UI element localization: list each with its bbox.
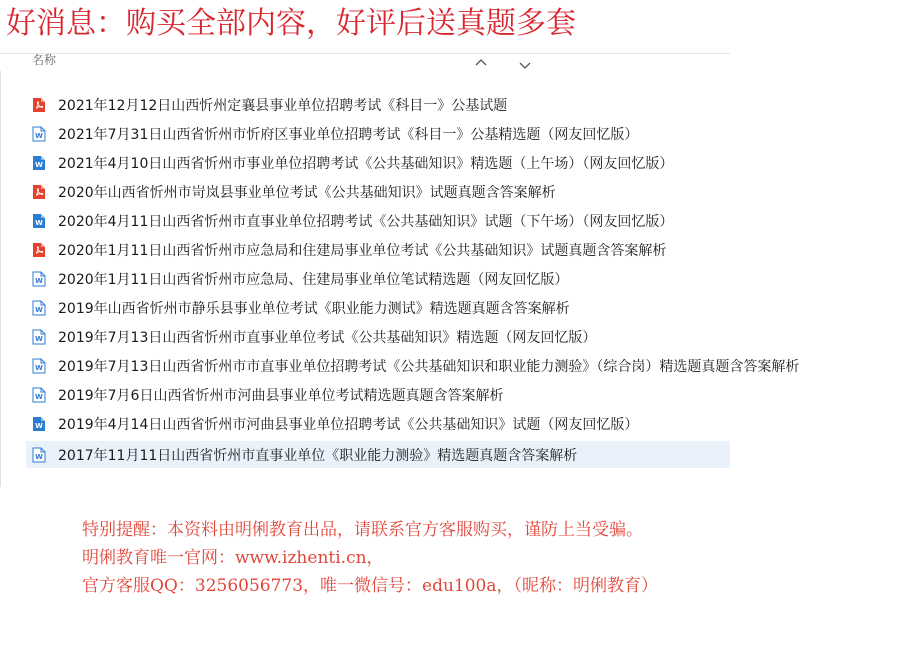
file-name: 2019年7月6日山西省忻州市河曲县事业单位考试精选题真题含答案解析 (58, 387, 504, 404)
notice-website: 明俐教育唯一官网：www.izhenti.cn， (82, 548, 384, 568)
file-row[interactable] (26, 91, 906, 118)
notice-block (82, 516, 912, 600)
file-name: 2020年1月11日山西省忻州市应急局、住建局事业单位笔试精选题（网友回忆版） (58, 271, 569, 288)
word-doc-icon (32, 300, 46, 316)
notice-warning: 特别提醒：本资料由明俐教育出品，请联系官方客服购买，谨防上当受骗。 (82, 520, 643, 540)
header-divider (0, 53, 730, 54)
file-explorer (0, 47, 800, 487)
svg-text:W: W (35, 334, 43, 343)
word-doc-icon (32, 358, 46, 374)
pdf-file-icon (32, 242, 46, 258)
pdf-file-icon (32, 184, 46, 200)
word-doc-icon (32, 329, 46, 345)
file-row[interactable] (26, 441, 730, 468)
file-name: 2019年4月14日山西省忻州市河曲县事业单位招聘考试《公共基础知识》试题（网友回忆版） (58, 416, 639, 433)
sort-descending-icon[interactable] (518, 61, 532, 71)
file-row[interactable] (26, 294, 906, 321)
file-name: 2019年山西省忻州市静乐县事业单位考试《职业能力测试》精选题真题含答案解析 (58, 300, 570, 317)
promo-banner: 好消息：购买全部内容，好评后送真题多套 (6, 6, 576, 41)
file-name: 2017年11月11日山西省忻州市直事业单位《职业能力测验》精选题真题含答案解析 (58, 447, 578, 464)
svg-text:W: W (35, 305, 43, 314)
file-row[interactable] (26, 236, 906, 263)
file-name: 2021年4月10日山西省忻州市事业单位招聘考试《公共基础知识》精选题（上午场）（网友回忆版） (58, 155, 674, 172)
file-row[interactable] (26, 352, 906, 379)
file-name: 2021年7月31日山西省忻州市忻府区事业单位招聘考试《科目一》公基精选题（网友回忆版） (58, 126, 639, 143)
file-name: 2019年7月13日山西省忻州市直事业单位考试《公共基础知识》精选题（网友回忆版） (58, 329, 597, 346)
svg-text:W: W (35, 160, 43, 169)
word-docx-icon (32, 416, 46, 432)
word-docx-icon (32, 155, 46, 171)
file-row[interactable] (26, 149, 906, 176)
svg-text:W: W (35, 421, 43, 430)
sort-ascending-icon[interactable] (474, 57, 488, 67)
file-name: 2019年7月13日山西省忻州市市直事业单位招聘考试《公共基础知识和职业能力测验》（综合岗）精选题真题含答案解析 (58, 358, 800, 375)
file-row[interactable] (26, 120, 906, 147)
word-doc-icon (32, 271, 46, 287)
file-name: 2021年12月12日山西忻州定襄县事业单位招聘考试《科目一》公基试题 (58, 97, 508, 114)
svg-text:W: W (35, 131, 43, 140)
file-row[interactable] (26, 381, 906, 408)
pdf-file-icon (32, 97, 46, 113)
file-row[interactable] (26, 178, 906, 205)
svg-text:W: W (35, 218, 43, 227)
word-doc-icon (32, 387, 46, 403)
file-row[interactable] (26, 323, 906, 350)
file-row[interactable] (26, 207, 906, 234)
notice-contact: 官方客服QQ：3256056773，唯一微信号：edu100a，（昵称：明俐教育） (82, 576, 659, 596)
file-name: 2020年山西省忻州市岢岚县事业单位考试《公共基础知识》试题真题含答案解析 (58, 184, 556, 201)
svg-text:W: W (35, 276, 43, 285)
word-doc-icon (32, 447, 46, 463)
word-doc-icon (32, 126, 46, 142)
file-name: 2020年1月11日山西省忻州市应急局和住建局事业单位考试《公共基础知识》试题真题含答案解析 (58, 242, 667, 259)
file-row[interactable] (26, 410, 906, 437)
word-docx-icon (32, 213, 46, 229)
svg-text:W: W (35, 392, 43, 401)
svg-text:W: W (35, 452, 43, 461)
name-column-header[interactable]: 名称 (32, 53, 57, 67)
svg-text:W: W (35, 363, 43, 372)
pane-border (0, 71, 1, 487)
file-name: 2020年4月11日山西省忻州市直事业单位招聘考试《公共基础知识》试题（下午场）（网友回忆版） (58, 213, 674, 230)
file-row[interactable] (26, 265, 906, 292)
